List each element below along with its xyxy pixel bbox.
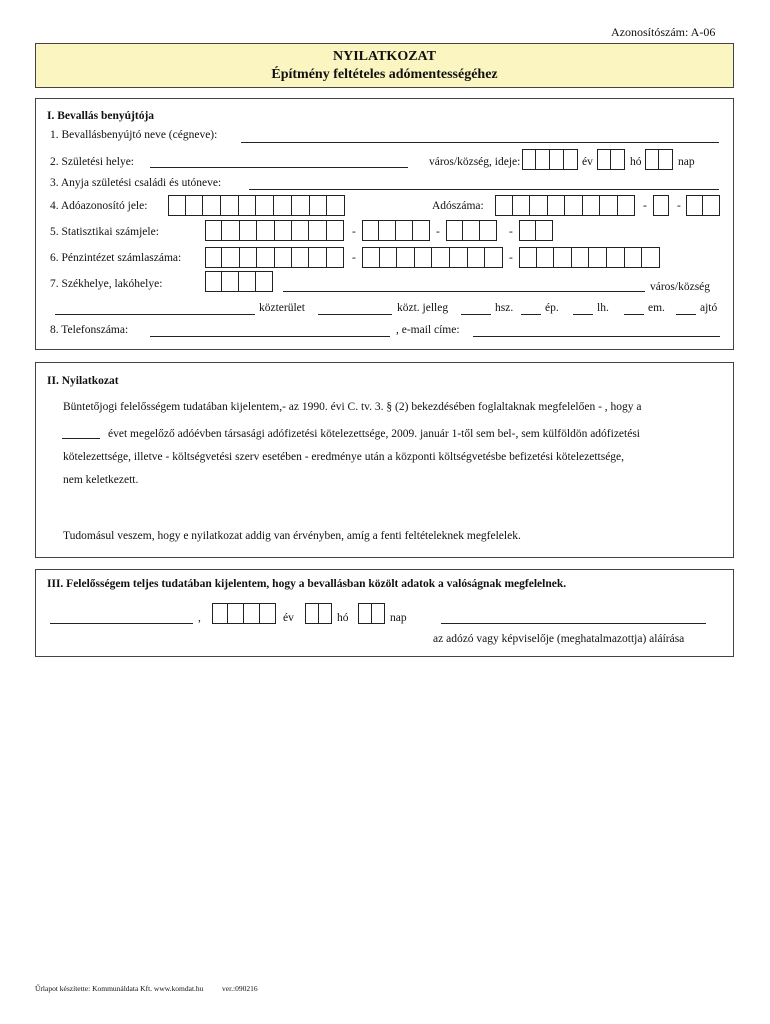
city-input[interactable] — [283, 291, 645, 292]
section-3-heading: III. Felelősségem teljes tudatában kijelentem, hogy a bevallásban közölt adatok a valóságnak megfelelnek. — [47, 578, 567, 590]
sign-month-label: hó — [337, 612, 349, 624]
bank-boxes-c[interactable] — [519, 247, 660, 268]
email-label: , e-mail címe: — [396, 324, 460, 336]
staircase-input[interactable] — [573, 314, 593, 315]
bank-boxes-b[interactable] — [362, 247, 503, 268]
field-2-label: 2. Születési helye: — [50, 156, 134, 168]
floor-input[interactable] — [624, 314, 644, 315]
sign-day-label: nap — [390, 612, 407, 624]
dash: - — [352, 226, 356, 238]
dash: - — [436, 226, 440, 238]
stat-boxes-b[interactable] — [362, 220, 430, 241]
stat-boxes-d[interactable] — [519, 220, 553, 241]
house-number-input[interactable] — [461, 314, 491, 315]
header-box — [35, 43, 734, 88]
postcode-boxes[interactable] — [205, 271, 273, 292]
section-1-heading: I. Bevallás benyújtója — [47, 110, 155, 122]
sign-month-boxes[interactable] — [305, 603, 332, 624]
street-type-input[interactable] — [318, 314, 392, 315]
signature-line[interactable] — [441, 623, 706, 624]
staircase-label: lh. — [597, 302, 609, 314]
birth-date-label: város/község, ideje: — [429, 156, 521, 168]
tax-number-boxes-c[interactable] — [686, 195, 720, 216]
door-input[interactable] — [676, 314, 696, 315]
bank-boxes-a[interactable] — [205, 247, 344, 268]
statement-p2-c: nem keletkezett. — [63, 474, 139, 486]
sign-place-input[interactable] — [50, 623, 193, 624]
building-input[interactable] — [521, 314, 541, 315]
field-4-label: 4. Adóazonosító jele: — [50, 200, 148, 212]
stat-boxes-c[interactable] — [446, 220, 497, 241]
sign-year-label: év — [283, 612, 294, 624]
city-label: város/község — [650, 281, 711, 293]
stat-boxes-a[interactable] — [205, 220, 344, 241]
field-5-label: 5. Statisztikai számjele: — [50, 226, 159, 238]
comma: , — [198, 612, 201, 624]
phone-input[interactable] — [150, 336, 390, 337]
field-6-label: 6. Pénzintézet számlaszáma: — [50, 252, 182, 264]
sign-year-boxes[interactable] — [212, 603, 276, 624]
statement-p2-a: évet megelőző adóévben társasági adófizetési kötelezettsége, 2009. január 1-től sem bel-, sem külföldön adófizetési — [108, 428, 640, 440]
tax-number-boxes-b[interactable] — [653, 195, 669, 216]
field-7-label: 7. Székhelye, lakóhelye: — [50, 278, 163, 290]
dash: - — [677, 200, 681, 212]
dash: - — [509, 252, 513, 264]
footer-maker: Űrlapot készítette: Kommunáldata Kft. www.komdat.hu — [35, 984, 204, 993]
door-label: ajtó — [700, 302, 718, 314]
form-id: Azonosítószám: A-06 — [611, 25, 716, 39]
street-type-label: közt. jelleg — [397, 302, 449, 314]
day-label: nap — [678, 156, 695, 168]
year-label: év — [582, 156, 593, 168]
street-input[interactable] — [55, 314, 255, 315]
street-label: közterület — [259, 302, 305, 314]
statement-p2-b: kötelezettsége, illetve - költségvetési szerv esetében - eredménye után a központi költségvetésbe befizetési kötelezettsége, — [63, 451, 625, 463]
tax-number-label: Adószáma: — [432, 200, 484, 212]
building-label: ép. — [545, 302, 559, 314]
page-title: NYILATKOZAT — [333, 49, 436, 64]
tax-id-boxes[interactable] — [168, 195, 345, 216]
house-number-label: hsz. — [495, 302, 514, 314]
dash: - — [352, 252, 356, 264]
dash: - — [509, 226, 513, 238]
year-input[interactable] — [62, 438, 100, 439]
sign-day-boxes[interactable] — [358, 603, 385, 624]
field-3-label: 3. Anyja születési családi és utóneve: — [50, 177, 222, 189]
birth-year-boxes[interactable] — [522, 149, 578, 170]
month-label: hó — [630, 156, 642, 168]
section-2-heading: II. Nyilatkozat — [47, 375, 119, 387]
name-input[interactable] — [241, 142, 719, 143]
page-subtitle: Építmény feltételes adómentességéhez — [271, 67, 498, 82]
statement-p1: Büntetőjogi felelősségem tudatában kijelentem,- az 1990. évi C. tv. 3. § (2) bekezdésében foglaltaknak megfelelően - , hogy a — [63, 401, 642, 413]
field-8-label: 8. Telefonszáma: — [50, 324, 129, 336]
field-1-label: 1. Bevallásbenyújtó neve (cégneve): — [50, 129, 218, 141]
footer-version: ver.:090216 — [222, 984, 258, 993]
email-input[interactable] — [473, 336, 720, 337]
tax-number-boxes-a[interactable] — [495, 195, 635, 216]
mother-name-input[interactable] — [249, 189, 719, 190]
signature-caption: az adózó vagy képviselője (meghatalmazottja) aláírása — [433, 633, 685, 645]
statement-p3: Tudomásul veszem, hogy e nyilatkozat addig van érvényben, amíg a fenti feltételeknek megfelelek. — [63, 530, 521, 542]
floor-label: em. — [648, 302, 665, 314]
birthplace-input[interactable] — [150, 167, 408, 168]
birth-month-boxes[interactable] — [597, 149, 625, 170]
dash: - — [643, 200, 647, 212]
birth-day-boxes[interactable] — [645, 149, 673, 170]
